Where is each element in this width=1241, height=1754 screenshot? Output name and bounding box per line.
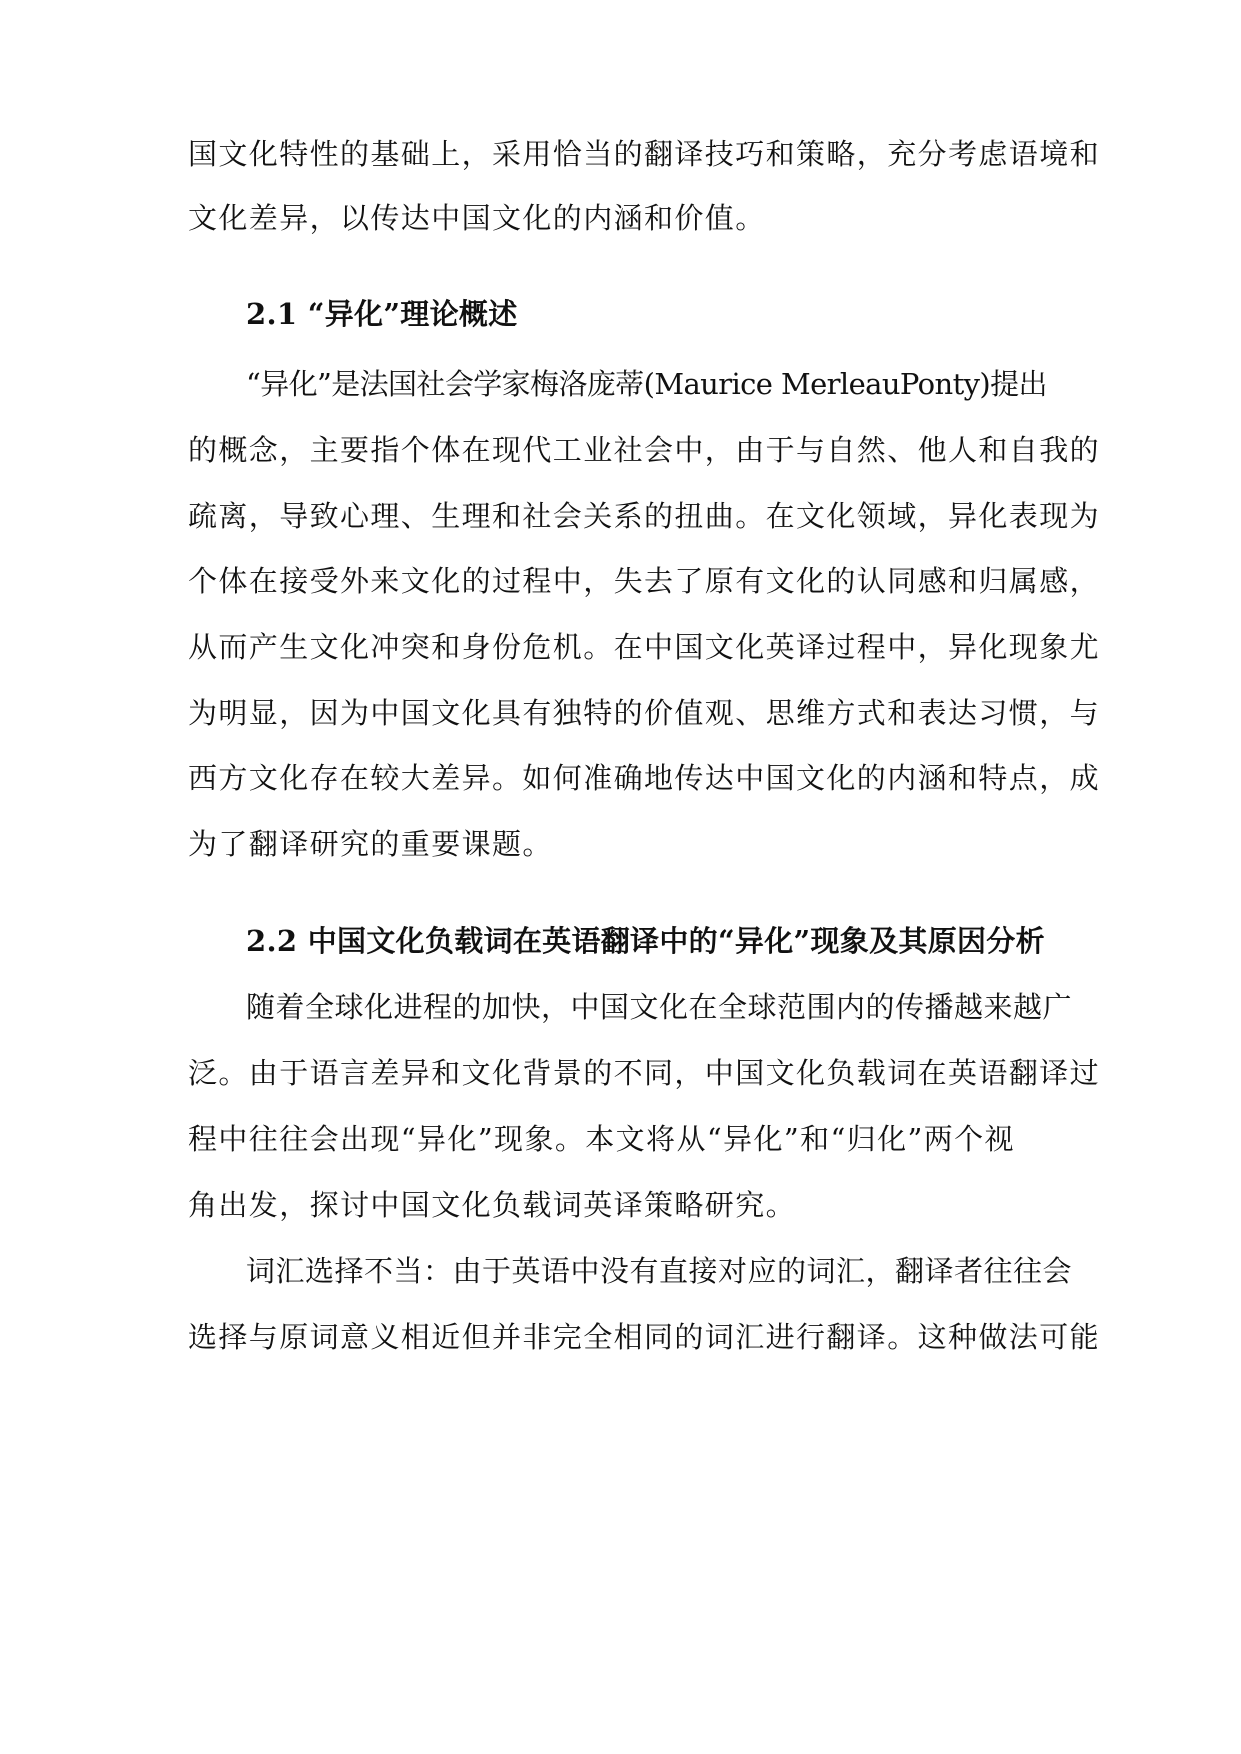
section-heading-2-2: 2.2 中国文化负载词在英语翻译中的“异化”现象及其原因分析 [246,924,1045,958]
paragraph-line: 选择与原词意义相近但并非完全相同的词汇进行翻译。这种做法可能 [188,1320,1101,1354]
paragraph-line: 个体在接受外来文化的过程中，失去了原有文化的认同感和归属感， [188,564,1101,598]
paragraph-line: 疏离，导致心理、生理和社会关系的扭曲。在文化领域，异化表现为 [188,499,1101,533]
paragraph-line: 随着全球化进程的加快，中国文化在全球范围内的传播越来越广 [246,990,1073,1024]
section-heading-2-1: 2.1 “异化”理论概述 [246,297,518,331]
paragraph-line: 从而产生文化冲突和身份危机。在中国文化英译过程中，异化现象尤 [188,630,1101,664]
paragraph-line: 国文化特性的基础上，采用恰当的翻译技巧和策略，充分考虑语境和 [188,137,1101,171]
paragraph-line: 西方文化存在较大差异。如何准确地传达中国文化的内涵和特点，成 [188,761,1101,795]
paragraph-line: 泛。由于语言差异和文化背景的不同，中国文化负载词在英语翻译过 [188,1056,1101,1090]
paragraph-line: “异化”是法国社会学家梅洛庞蒂(Maurice MerleauPonty)提出 [246,367,1047,401]
paragraph-line: 词汇选择不当：由于英语中没有直接对应的词汇，翻译者往往会 [246,1254,1073,1288]
paragraph-line: 为了翻译研究的重要课题。 [188,827,553,861]
paragraph-line: 角出发，探讨中国文化负载词英译策略研究。 [188,1188,797,1222]
paragraph-line: 文化差异，以传达中国文化的内涵和价值。 [188,201,766,235]
paragraph-line: 程中往往会出现“异化”现象。本文将从“异化”和“归化”两个视 [188,1122,1015,1156]
paragraph-line: 为明显，因为中国文化具有独特的价值观、思维方式和表达习惯，与 [188,696,1101,730]
paragraph-line: 的概念，主要指个体在现代工业社会中，由于与自然、他人和自我的 [188,433,1101,467]
